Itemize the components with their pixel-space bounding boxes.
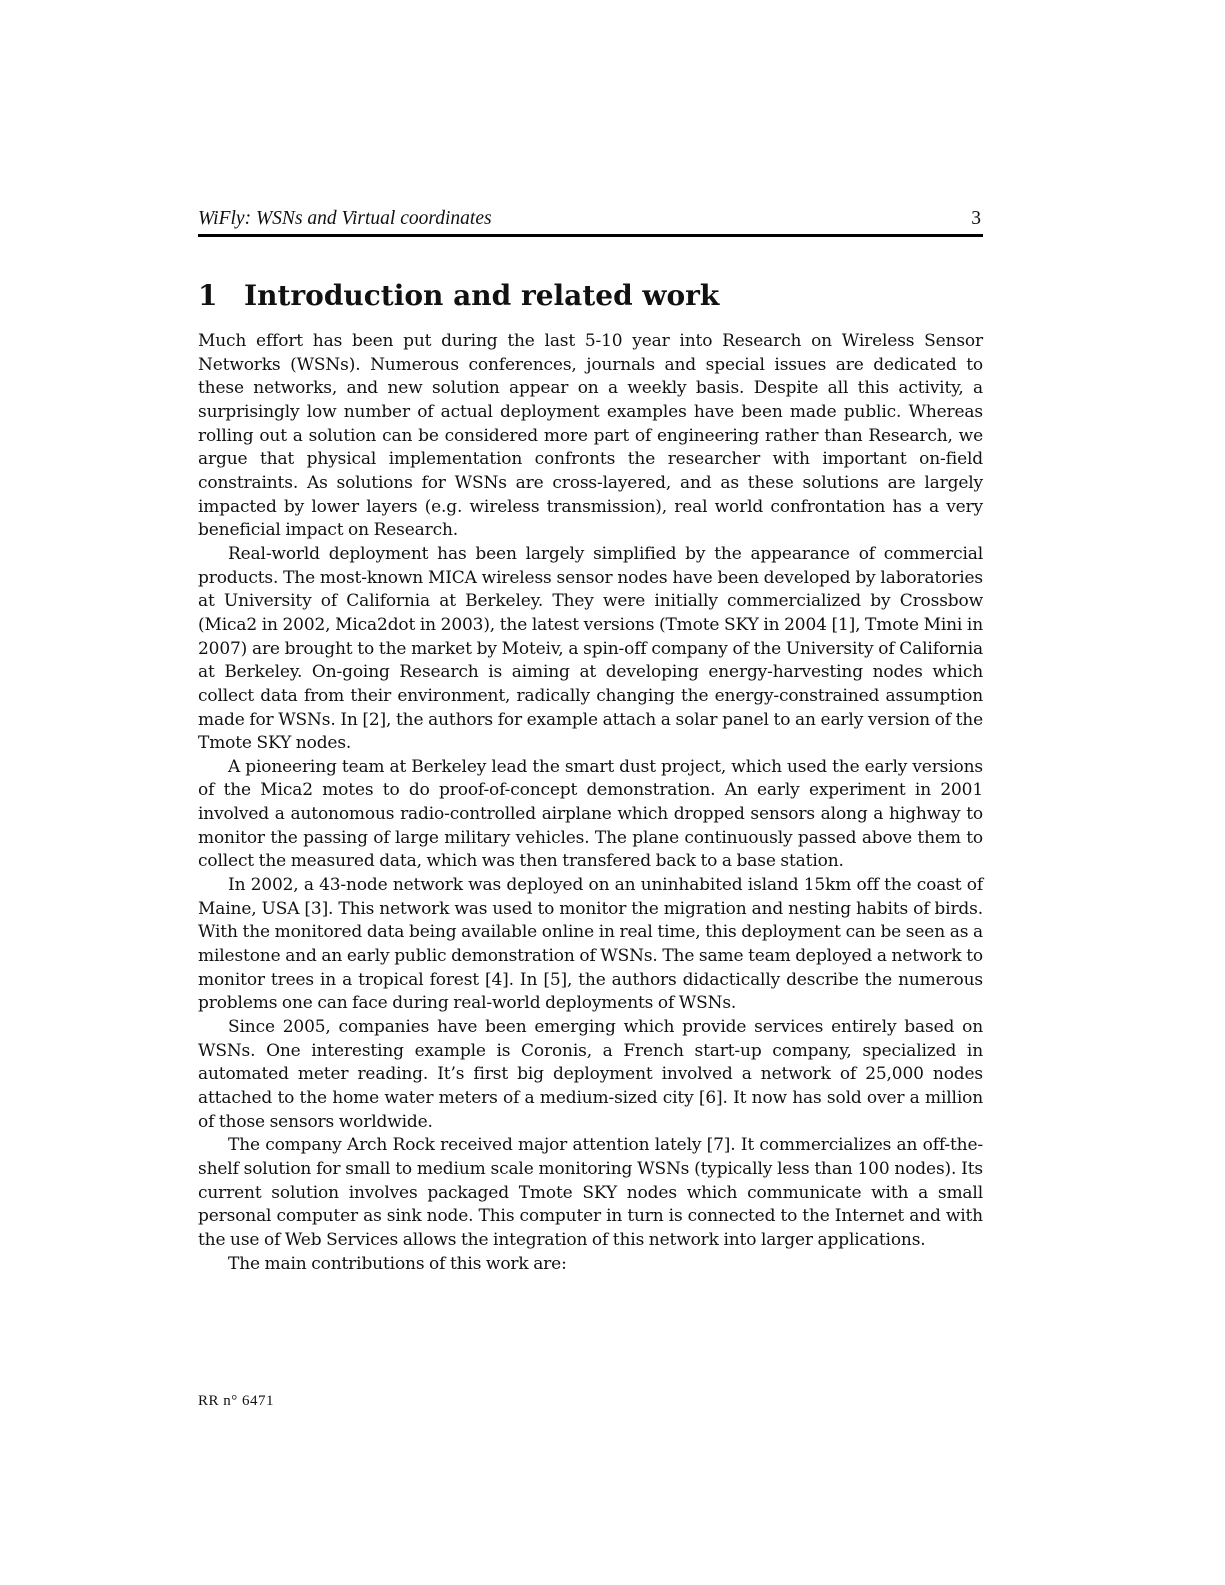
running-header [198,207,983,237]
body-text [198,330,983,1276]
paragraph: Since 2005, companies have been emerging which provide services entirely based on WSNs. One interesting example is Coronis, a French start-up company, specialized in automated meter reading. It’s first big deployment involved a network of 25,000 nodes attached to the home water meters of a medium-sized city [6]. It now has sold over a million of those sensors worldwide. [198,1017,983,1132]
section-heading [198,279,719,313]
section-number: 1 [198,279,218,312]
paragraph: The company Arch Rock received major attention lately [7]. It commercializes an off-the-shelf solution for small to medium scale monitoring WSNs (typically less than 100 nodes). Its current solution involves packaged Tmote SKY nodes which communicate with a small personal computer as sink node. This computer in turn is connected to the Internet and with the use of Web Services allows the integration of this network into larger applications. [198,1135,983,1250]
paragraph: In 2002, a 43-node network was deployed on an uninhabited island 15km off the coast of Maine, USA [3]. This network was used to monitor the migration and nesting habits of birds. With the monitored data being available online in real time, this deployment can be seen as a milestone and an early public demonstration of WSNs. The same team deployed a network to monitor trees in a tropical forest [4]. In [5], the authors didactically describe the numerous problems one can face during real-world deployments of WSNs. [198,875,983,1014]
page-number: 3 [971,208,981,229]
section-title: Introduction and related work [244,279,720,312]
paragraph: A pioneering team at Berkeley lead the smart dust project, which used the early versions of the Mica2 motes to do proof-of-concept demonstration. An early experiment in 2001 involved a autonomous radio-controlled airplane which dropped sensors along a highway to monitor the passing of large military vehicles. The plane continuously passed above them to collect the measured data, which was then transfered back to a base station. [198,756,983,872]
paragraph: Real-world deployment has been largely simplified by the appearance of commercial products. The most-known MICA wireless sensor nodes have been developed by laboratories at University of California at Berkeley. They were initially commercialized by Crossbow (Mica2 in 2002, Mica2dot in 2003), the latest versions (Tmote SKY in 2004 [1], Tmote Mini in 2007) are brought to the market by Moteiv, a spin-off company of the University of California at Berkeley. On-going Research is aiming at developing energy-harvesting nodes which collect data from their environment, radically changing the energy-constrained assumption made for WSNs. In [2], the authors for example attach a solar panel to an early version of the Tmote SKY nodes. [198,543,983,754]
report-number: RR n° 6471 [198,1393,275,1409]
paragraph: The main contributions of this work are: [228,1253,567,1274]
paragraph: Much effort has been put during the last 5-10 year into Research on Wireless Sensor Networks (WSNs). Numerous conferences, journals and special issues are dedicated to these networks, and new solution appear on a weekly basis. Despite all this activity, a surprisingly low number of actual deployment examples have been made public. Whereas rolling out a solution can be considered more part of engineering rather than Research, we argue that physical implementation confronts the researcher with important on-field constraints. As solutions for WSNs are cross-layered, and as these solutions are largely impacted by lower layers (e.g. wireless transmission), real world confrontation has a very beneficial impact on Research. [198,331,983,541]
running-title: WiFly: WSNs and Virtual coordinates [198,208,492,229]
